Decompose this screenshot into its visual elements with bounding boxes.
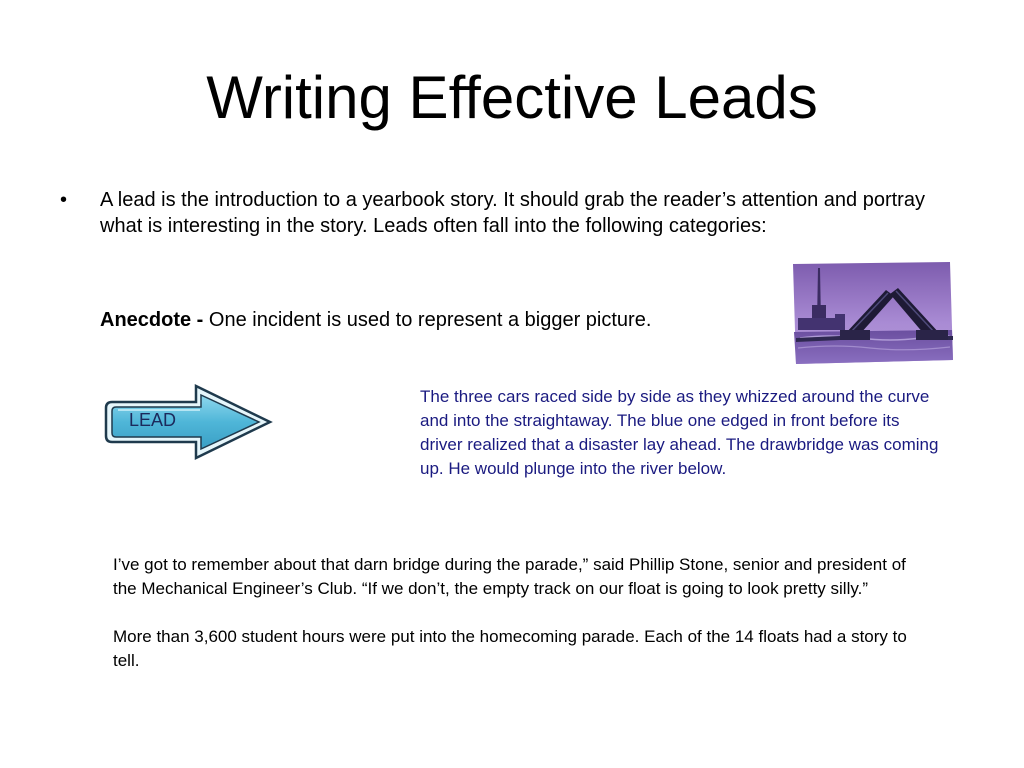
anecdote-definition: One incident is used to represent a bigger picture. bbox=[203, 309, 652, 331]
example-lead-text: The three cars raced side by side as they whizzed around the curve and into the straightaway. The blue one edged in front before its driver realized that a disaster lay ahead. The drawbridge was coming up. He would plunge into the river below. bbox=[420, 387, 939, 478]
slide-title: Writing Effective Leads bbox=[206, 64, 818, 131]
drawbridge-illustration bbox=[790, 260, 955, 366]
followup-quote: I’ve got to remember about that darn bridge during the parade,” said Phillip Stone, senior and president of the Mechanical Engineer’s Club. “If we don’t, the empty track on our float is going to look pretty silly.” bbox=[113, 555, 906, 598]
story-continuation bbox=[113, 553, 933, 673]
lead-arrow-label: LEAD bbox=[129, 410, 177, 430]
bullet-marker: • bbox=[60, 189, 68, 211]
followup-summary: More than 3,600 student hours were put into the homecoming parade. Each of the 14 floats had a story to tell. bbox=[113, 627, 907, 670]
anecdote-term: Anecdote - bbox=[100, 309, 204, 331]
intro-paragraph: A lead is the introduction to a yearbook story. It should grab the reader’s attention and portray what is interesting in the story. Leads often fall into the following categories: bbox=[100, 189, 925, 237]
anecdote-definition-line bbox=[100, 307, 800, 333]
